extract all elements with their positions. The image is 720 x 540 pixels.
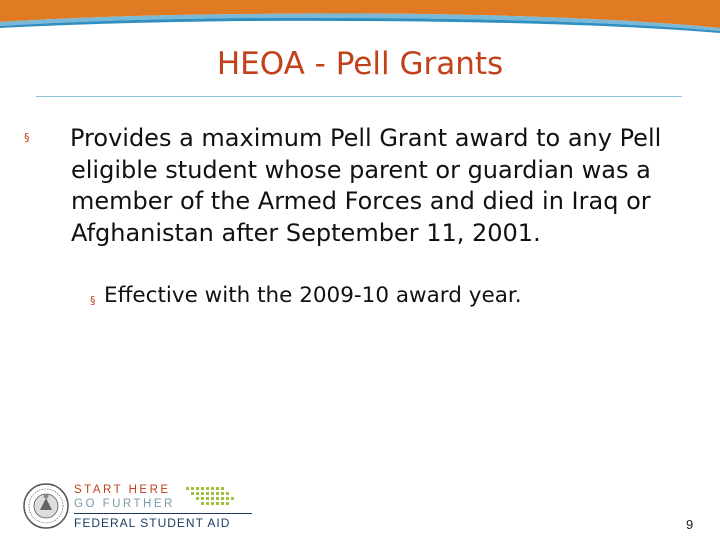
page-number: 9	[686, 517, 694, 532]
bullet-text-level1: Provides a maximum Pell Grant award to any Pell eligible student whose parent or guardian was a member of the Armed Forces and died in Iraq or Afghanistan after September 11, 2001.	[70, 124, 662, 247]
bullet-text-level2: Effective with the 2009-10 award year.	[104, 283, 522, 308]
bullet-marker-level1: §	[24, 131, 30, 144]
federal-student-aid-logo	[22, 480, 252, 532]
logo-start-here: START HERE	[74, 484, 171, 496]
logo-dot-pattern	[182, 485, 252, 511]
logo-divider	[74, 513, 252, 514]
department-of-education-seal-icon	[22, 482, 70, 530]
title-divider	[36, 96, 682, 97]
logo-federal-student-aid: FEDERAL STUDENT AID	[74, 516, 231, 530]
header-banner	[0, 0, 720, 38]
bullet-marker-level2: §	[90, 294, 96, 307]
slide-title: HEOA - Pell Grants	[216, 46, 504, 82]
logo-go-further: GO FURTHER	[74, 498, 175, 510]
